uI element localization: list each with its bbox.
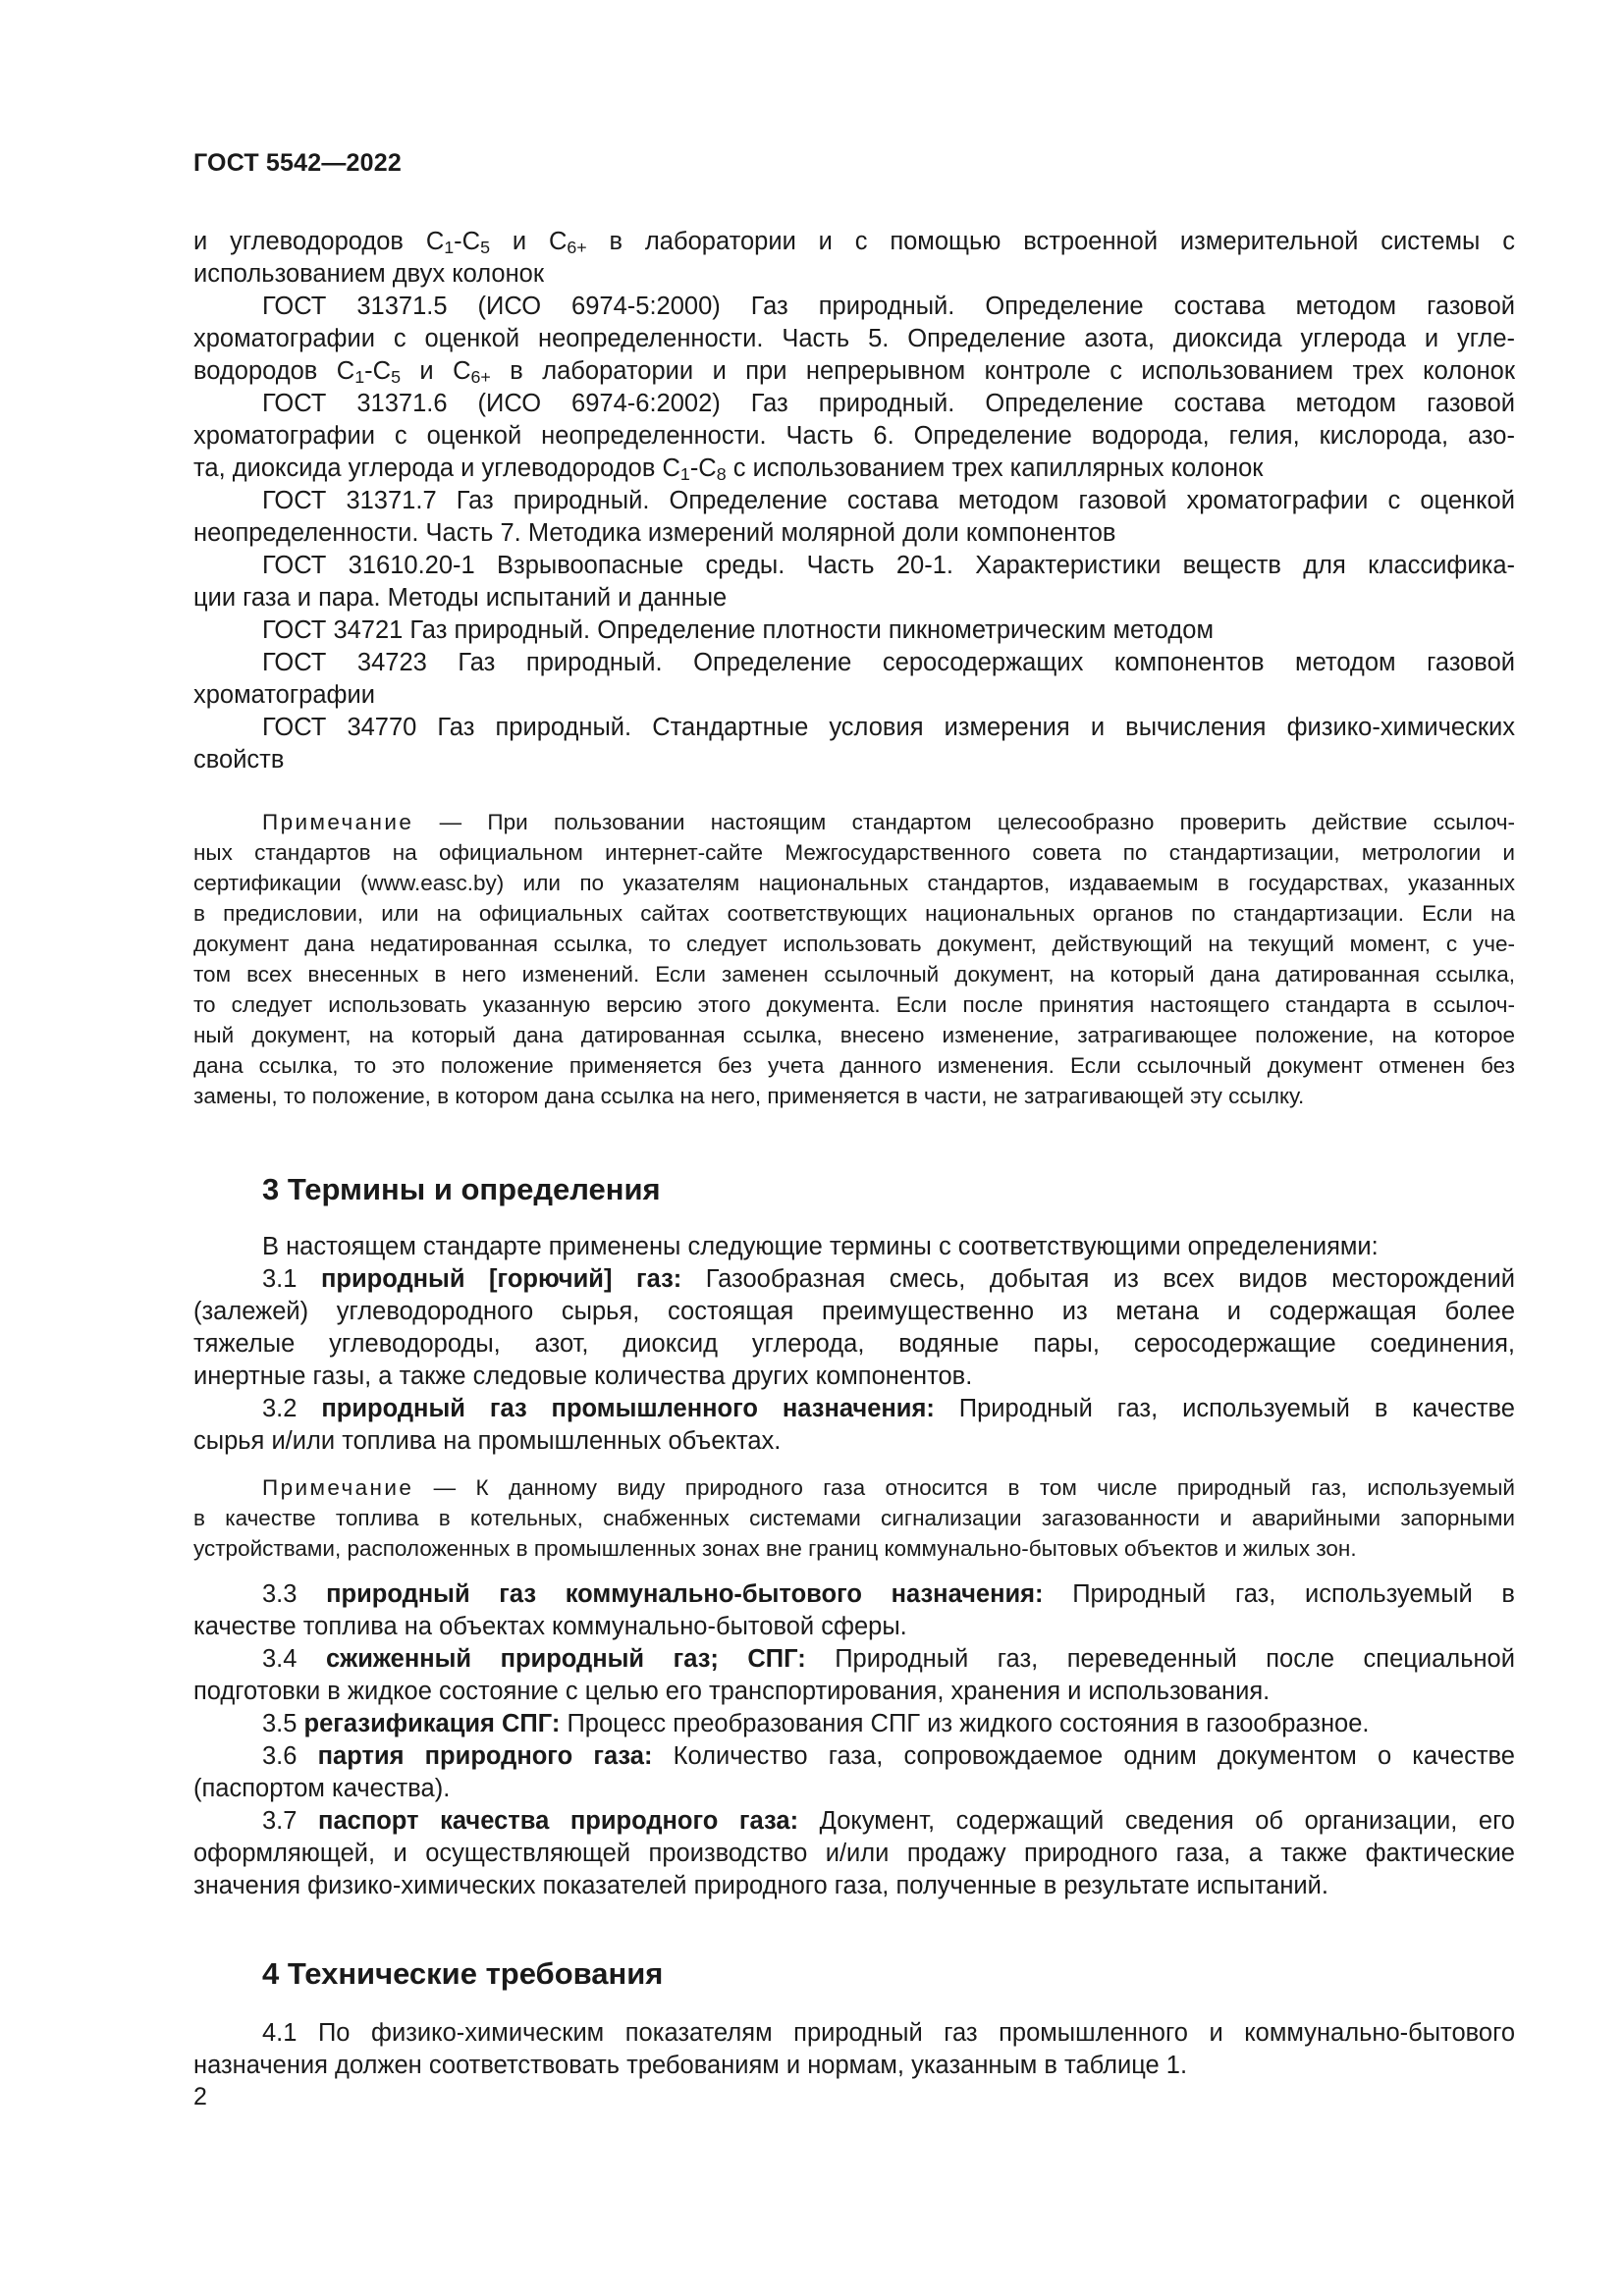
ref-line: водородов $С_1-С_5$ и $С_{6+}$ в лаборатории и при непрерывном контроле с использованием трех колонок	[193, 357, 1515, 387]
note-line: замены, то положение, в котором дана ссылка на него, применяется в части, не затрагивающей эту ссылку.	[193, 1084, 1305, 1108]
term-3-3: 3.3 природный газ коммунально-бытового назначения: Природный газ, используемый в	[262, 1580, 1515, 1608]
note-line: Примечание — При пользовании настоящим стандартом целесообразно проверить действие ссылоч-	[262, 810, 1515, 834]
normative-references	[193, 226, 1515, 776]
ref-line: хроматографии	[193, 681, 375, 709]
note-label: Примечание	[262, 810, 414, 834]
term-3-6: 3.6 партия природного газа: Количество газа, сопровождаемое одним документом о качестве	[262, 1742, 1515, 1770]
term-line: подготовки в жидкое состояние с целью его транспортирования, хранения и использования.	[193, 1678, 1271, 1705]
note-line: том всех внесенных в него изменений. Если заменен ссылочный документ, на который дана датированная ссылка,	[193, 962, 1515, 987]
section-3-body	[193, 1231, 1515, 1458]
document-header: ГОСТ 5542—2022	[193, 149, 402, 177]
term-line: сырья и/или топлива на промышленных объектах.	[193, 1427, 782, 1455]
ref-line: ции газа и пара. Методы испытаний и данные	[193, 584, 728, 612]
note-line: в качестве топлива в котельных, снабженных системами сигнализации загазованности и аварийными запорными	[193, 1506, 1515, 1530]
section-intro: В настоящем стандарте применены следующие термины с соответствующими определениями:	[262, 1233, 1379, 1260]
term-line: значения физико-химических показателей природного газа, полученные в результате испытаний.	[193, 1872, 1329, 1899]
term-line: (залежей) углеводородного сырья, состоящая преимущественно из метана и содержащая более	[193, 1298, 1515, 1325]
ref-line: хроматографии с оценкой неопределенности. Часть 6. Определение водорода, гелия, кислорода, азо-	[193, 422, 1515, 450]
ref-line: и углеводородов $С_1-С_5$ и $С_{6+}$ в лаборатории и с помощью встроенной измерительной системы с	[193, 228, 1515, 257]
term-3-2: 3.2 природный газ промышленного назначения: Природный газ, используемый в качестве	[262, 1395, 1515, 1422]
section-4-body	[193, 2017, 1515, 2082]
note-label: Примечание	[262, 1475, 414, 1500]
page-number: 2	[193, 2083, 207, 2110]
ref-line: ГОСТ 31371.5 (ИСО 6974-5:2000) Газ природный. Определение состава методом газовой	[262, 293, 1515, 320]
note-line: дана ссылка, то это положение применяется без учета данного изменения. Если ссылочный документ отменен без	[193, 1053, 1515, 1078]
term-line: тяжелые углеводороды, азот, диоксид углерода, водяные пары, серосодержащие соединения,	[193, 1330, 1515, 1358]
ref-line: ГОСТ 31371.7 Газ природный. Определение состава методом газовой хроматографии с оценкой	[262, 487, 1515, 514]
ref-line: ГОСТ 31371.6 (ИСО 6974-6:2002) Газ природный. Определение состава методом газовой	[262, 390, 1515, 417]
ref-line: ГОСТ 34723 Газ природный. Определение серосодержащих компонентов методом газовой	[262, 649, 1515, 676]
ref-line: использованием двух колонок	[193, 260, 545, 288]
paragraph-line: назначения должен соответствовать требованиям и нормам, указанным в таблице 1.	[193, 2052, 1188, 2079]
ref-line: ГОСТ 34721 Газ природный. Определение плотности пикнометрическим методом	[262, 616, 1214, 644]
term-3-4: 3.4 сжиженный природный газ; СПГ: Природный газ, переведенный после специальной	[262, 1645, 1515, 1673]
note-term-3-2	[193, 1472, 1515, 1564]
section-3-title: 3 Термины и определения	[262, 1172, 661, 1206]
term-line: качестве топлива на объектах коммунально-бытовой сферы.	[193, 1613, 907, 1640]
ref-line: хроматографии с оценкой неопределенности. Часть 5. Определение азота, диоксида углерода и угле-	[193, 325, 1515, 352]
note-line: то следует использовать указанную версию этого документа. Если после принятия настоящего стандарта в ссылоч-	[193, 992, 1515, 1017]
term-3-1: 3.1 природный [горючий] газ: Газообразная смесь, добытая из всех видов месторождений	[262, 1265, 1515, 1293]
note-references	[193, 807, 1515, 1111]
section-4-title: 4 Технические требования	[262, 1956, 664, 1991]
ref-line: неопределенности. Часть 7. Методика измерений молярной доли компонентов	[193, 519, 1116, 547]
ref-line: та, диоксида углерода и углеводородов $С_1-С_8$ с использованием трех капиллярных колонок	[193, 454, 1264, 484]
ref-line: ГОСТ 31610.20-1 Взрывоопасные среды. Часть 20-1. Характеристики веществ для классифика-	[262, 552, 1515, 579]
term-3-5: 3.5 регазификация СПГ: Процесс преобразования СПГ из жидкого состояния в газообразное.	[262, 1710, 1370, 1737]
term-line: оформляющей, и осуществляющей производство и/или продажу природного газа, а также фактические	[193, 1840, 1515, 1867]
note-line: ный документ, на который дана датированная ссылка, внесено изменение, затрагивающее положение, на которое	[193, 1023, 1515, 1047]
note-line: Примечание — К данному виду природного газа относится в том числе природный газ, используемый	[262, 1475, 1515, 1500]
term-line: (паспортом качества).	[193, 1775, 451, 1802]
note-line: ных стандартов на официальном интернет-сайте Межгосударственного совета по стандартизации, метрологии и	[193, 840, 1515, 865]
ref-line: ГОСТ 34770 Газ природный. Стандартные условия измерения и вычисления физико-химических	[262, 714, 1515, 741]
paragraph-4-1: 4.1 По физико-химическим показателям природный газ промышленного и коммунально-бытового	[262, 2019, 1515, 2047]
section-3-body-cont	[193, 1578, 1515, 1902]
ref-line: свойств	[193, 746, 285, 774]
note-line: документ дана недатированная ссылка, то следует использовать документ, действующий на текущий момент, с уче-	[193, 932, 1515, 956]
note-line: сертификации (www.easc.by) или по указателям национальных стандартов, издаваемым в государствах, указанных	[193, 871, 1515, 895]
note-line: в предисловии, или на официальных сайтах соответствующих национальных органов по стандартизации. Если на	[193, 901, 1515, 926]
term-3-7: 3.7 паспорт качества природного газа: Документ, содержащий сведения об организации, его	[262, 1807, 1515, 1835]
note-line: устройствами, расположенных в промышленных зонах вне границ коммунально-бытовых объектов и жилых зон.	[193, 1536, 1357, 1561]
term-line: инертные газы, а также следовые количества других компонентов.	[193, 1362, 973, 1390]
